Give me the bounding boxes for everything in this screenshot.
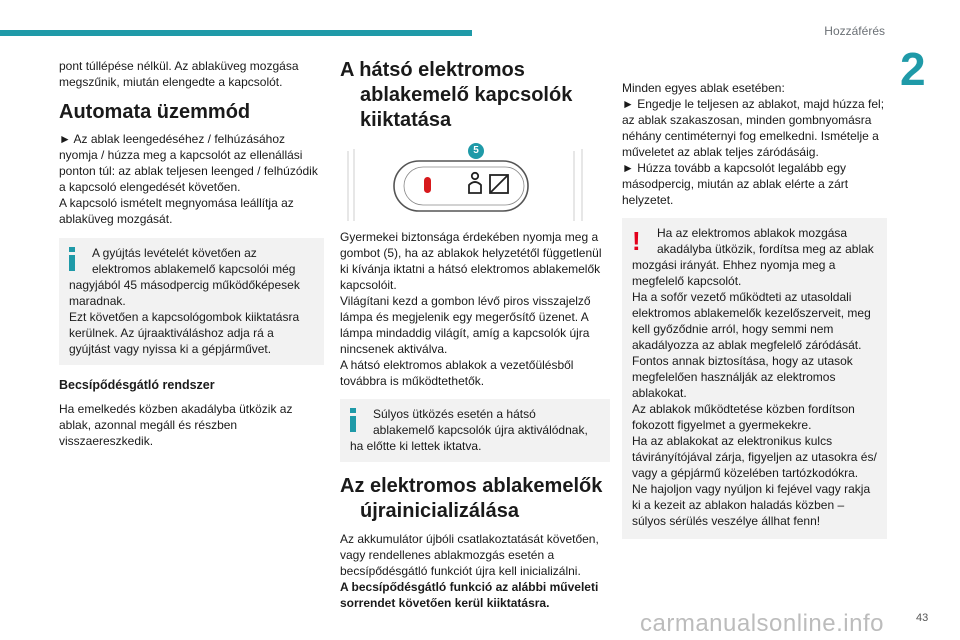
auto-mode-text: ► Az ablak leengedéséhez / felhúzásához nyomja / húzza meg a kapcsolót az ellenállási ponton túl: az ablak teljesen leenged / felhúzódik a kapcsoló elengedését követően. A kapcsoló ismételt megnyomása leállítja az ablaküveg mozgását. <box>59 132 318 226</box>
info-icon <box>68 247 76 271</box>
pinch-text: Ha emelkedés közben akadályba ütközik az ablak, azonnal megáll és részben visszaereszkedik. <box>59 402 293 448</box>
auto-mode-heading: Automata üzemmód <box>59 101 251 123</box>
info-box-collision <box>340 399 610 462</box>
warning-icon: ! <box>632 226 641 256</box>
rear-switch-text: Gyermekei biztonsága érdekében nyomja meg a gombot (5), ha az ablakok helyzetétől függetlenül ki kívánja iktatni a hátsó elektromos ablakemelők kapcsolóit. Világítani kezd a gombon lévő piros visszajelző lámpa és megjelenik egy megerősítő üzenet. A lámpa mindaddig világít, amíg a kapcsolók újra nincsenek aktiválva. A hátsó elektromos ablakok a vezetőülésből továbbra is működtethetők. <box>340 230 602 388</box>
reinit-bold-text: A becsípődésgátló funkció az alábbi műveleti sorrendet követően kerül kiiktatásra. <box>340 580 599 610</box>
warning-text: mozgási irányát. Ehhez nyomja meg a megfelelő kapcsolót. Ha a sofőr vezető működteti az utasoldali elektromos ablakemelők kezelőszerveit, meg kell győződnie arról, hogy semmi nem akadályozza az ablak megfelelő záródását. Fontos annak biztosítása, hogy az utasok megfelelően használják az elektromos ablakokat. Az ablakok működtetése közben fordítson fokozott figyelmet a gyermekekre. Ha az ablakokat az elektronikus kulcs távirányítójával zárja, figyeljen az utasokra és/ vagy a gépjármű közelében tartózkodókra. Ne hajoljon vagy nyúljon ki fejével vagy rakja ki a kezeit az ablakon haladás közben – súlyos sérülés veszélye állhat fenn! <box>632 258 877 528</box>
info-box-ignition <box>59 238 324 365</box>
reinit-text: Az akkumulátor újbóli csatlakoztatását követően, vagy rendellenes ablakmozgás esetén a becsípődésgátló funkciót újra kell inicializálni. <box>340 532 599 578</box>
column-3 <box>622 80 887 539</box>
pinch-heading: Becsípődésgátló rendszer <box>59 378 215 392</box>
info-box-collision-text: ha előtte ki lettek iktatva. <box>350 439 482 453</box>
info-icon <box>349 408 357 432</box>
child-lock-switch-figure <box>346 143 596 223</box>
chapter-number: 2 <box>900 43 926 95</box>
warning-box <box>622 218 887 539</box>
info-box-collision-first: Súlyos ütközés esetén a hátsó ablakemelő kapcsolók újra aktiválódnak, <box>373 407 588 437</box>
steps-text: Minden egyes ablak esetében: ► Engedje le teljesen az ablakot, majd húzza fel; az ablak szakaszosan, minden gombnyomásra néhány centiméternyi fog emelkedni. Ismételje a műveletet az ablak teljes záródásáig. ► Húzza tovább a kapcsolót legalább egy másodpercig, miután az ablak elérte a zárt helyzetet. <box>622 81 885 207</box>
info-box-ignition-text: nagyjából 45 másodpercig működőképesek maradnak. Ezt követően a kapcsológombok kiiktatásra kerülnek. Az újraaktiváláshoz adja rá a gyújtást vagy nyissa ki a gépjárművet. <box>69 278 300 356</box>
intro-paragraph: pont túllépése nélkül. Az ablaküveg mozgása megszűnik, miután elengedte a kapcsolót. <box>59 59 299 89</box>
reinit-heading: Az elektromos ablakemelők újrainicializálása <box>340 475 603 522</box>
header-accent-bar <box>0 30 472 36</box>
warning-first: Ha az elektromos ablakok mozgása akadályba ütközik, fordítsa meg az ablak <box>657 226 874 256</box>
info-box-ignition-first: A gyújtás levételét követően az elektromos ablakemelő kapcsolói még <box>92 246 296 276</box>
section-title: Hozzáférés <box>824 24 885 38</box>
column-1 <box>59 58 324 449</box>
watermark: carmanualsonline.info <box>640 610 884 637</box>
column-2 <box>340 58 610 611</box>
callout-number: 5 <box>473 145 479 156</box>
page-number: 43 <box>916 612 929 624</box>
rear-switch-heading: A hátsó elektromos ablakemelő kapcsolók kiiktatása <box>340 59 573 131</box>
